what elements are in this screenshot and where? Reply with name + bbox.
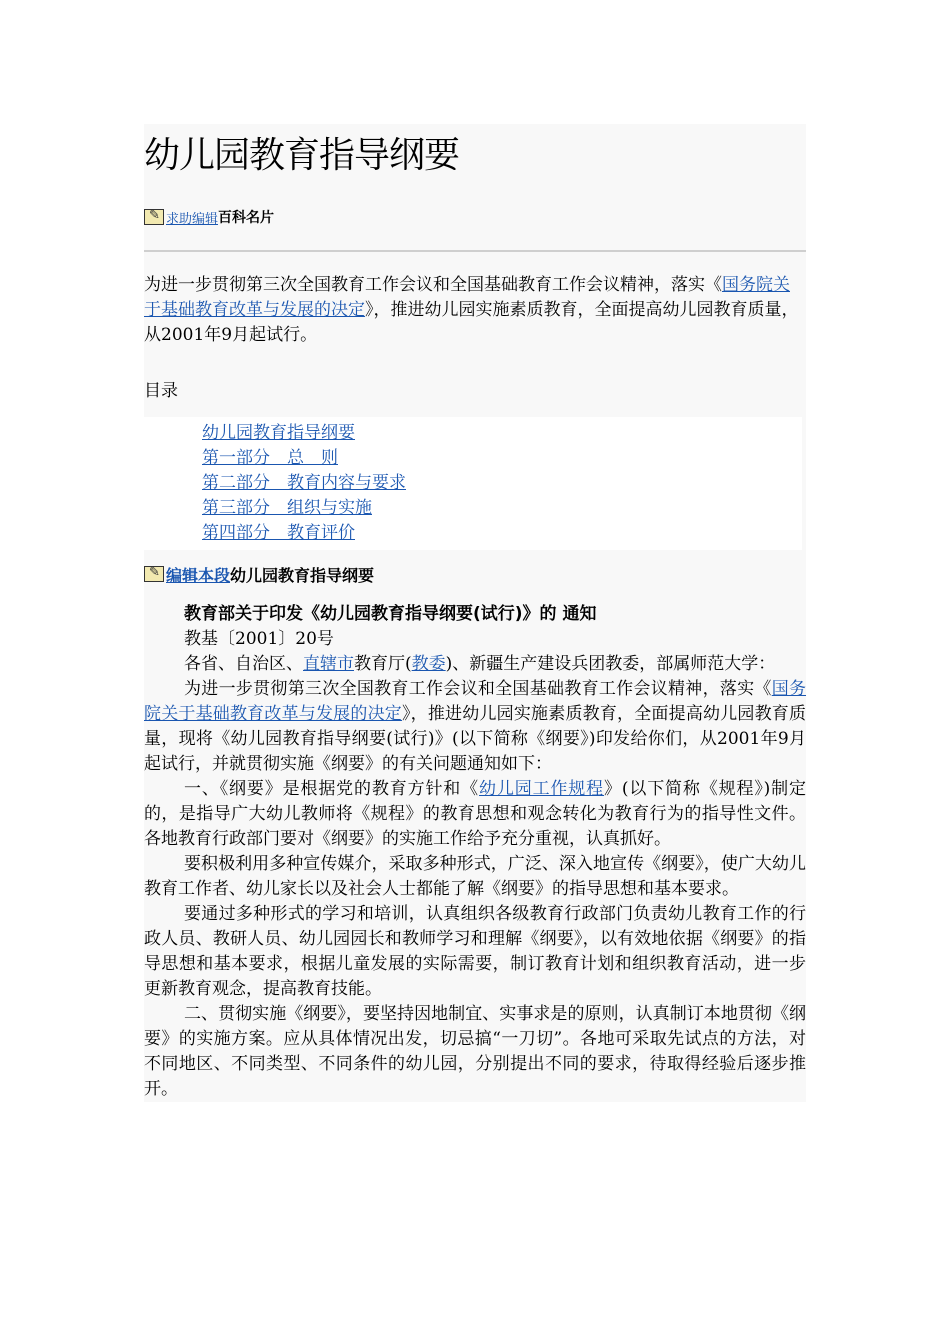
page-title: 幼儿园教育指导纲要 <box>144 135 460 176</box>
education-committee-link[interactable]: 教委 <box>411 654 446 674</box>
paragraph: 要通过多种形式的学习和培训，认真组织各级教育行政部门负责幼儿教育工作的行政人员、教研人员、幼儿园园长和教师学习和理解《纲要》，以有效地依据《纲要》的指导思想和基本要求，根据儿童发展的实际需要，制订教育计划和组织教育活动，进一步更新教育观念，提高教育技能。 <box>144 904 806 999</box>
toc-item[interactable]: 第四部分 教育评价 <box>202 523 355 543</box>
doc-number: 教基〔2001〕20号 <box>184 629 334 649</box>
intro-text-end: 》，推进幼儿园实施素质教育，全面提高幼儿园教育质量，从2001年9月起试行。 <box>144 300 799 345</box>
decision-link[interactable]: 国务院关于基础教育改革与发展的决定 <box>144 679 807 724</box>
paragraph: 要积极利用多种宣传媒介，采取多种形式，广泛、深入地宣传《纲要》，使广大幼儿教育工作者、幼儿家长以及社会人士都能了解《纲要》的指导思想和基本要求。 <box>144 854 806 899</box>
article <box>144 124 806 1102</box>
intro-paragraph <box>144 273 806 348</box>
toc-item[interactable]: 幼儿园教育指导纲要 <box>202 423 355 443</box>
paragraph <box>144 777 806 852</box>
text: )、新疆生产建设兵团教委，部属师范大学： <box>445 654 776 674</box>
toc-list <box>144 417 802 550</box>
section-header <box>144 562 806 586</box>
edit-icon[interactable] <box>144 209 164 225</box>
text: 》，推进幼儿园实施素质教育，全面提高幼儿园教育质量，现将《幼儿园教育指导纲要(试行)》(以下简称《纲要》)印发给你们，从2001年9月起试行，并就贯彻实施《纲要》的有关问题通知如下： <box>144 704 807 774</box>
edit-icon[interactable] <box>144 566 164 582</box>
paragraph <box>144 677 806 777</box>
toc-heading: 目录 <box>144 381 178 401</box>
intro-text: 为进一步贯彻第三次全国教育工作会议和全国基础教育工作会议精神，落实《 <box>144 275 722 295</box>
card-label: 百科名片 <box>218 210 275 226</box>
municipality-link[interactable]: 直辖市 <box>303 654 354 674</box>
regulations-link[interactable]: 幼儿园工作规程 <box>479 779 604 799</box>
section-title: 幼儿园教育指导纲要 <box>230 565 375 585</box>
notice-title: 教育部关于印发《幼儿园教育指导纲要(试行)》的 通知 <box>184 604 597 624</box>
text: 各省、自治区、 <box>184 654 303 674</box>
text: 》(以下简称《规程》)制定的，是指导广大幼儿教师将《规程》的教育思想和观念转化为教育行为的指导性文件。各地教育行政部门要对《纲要》的实施工作给予充分重视，认真抓好。 <box>144 779 807 849</box>
divider <box>144 250 806 252</box>
addressees <box>144 652 806 677</box>
body <box>144 602 806 1102</box>
paragraph: 二、贯彻实施《纲要》，要坚持因地制宜、实事求是的原则，认真制订本地贯彻《纲要》的实施方案。应从具体情况出发，切忌搞“一刀切”。各地可采取先试点的方法，对不同地区、不同类型、不同条件的幼儿园，分别提出不同的要求，待取得经验后逐步推开。 <box>144 1004 806 1099</box>
decision-link[interactable]: 国务院关于基础教育改革与发展的决定 <box>144 275 790 320</box>
toc-item[interactable]: 第三部分 组织与实施 <box>202 498 372 518</box>
text: 教育厅( <box>354 654 412 674</box>
edit-section-link[interactable]: 编辑本段 <box>166 565 231 585</box>
text: 一、《纲要》是根据党的教育方针和《 <box>184 779 480 799</box>
toc-item[interactable]: 第一部分 总 则 <box>202 448 338 468</box>
toc-item[interactable]: 第二部分 教育内容与要求 <box>202 473 406 493</box>
text: 为进一步贯彻第三次全国教育工作会议和全国基础教育工作会议精神，落实《 <box>184 679 772 699</box>
help-edit-link[interactable]: 求助编辑 <box>166 211 219 227</box>
summary-bar <box>144 206 806 228</box>
